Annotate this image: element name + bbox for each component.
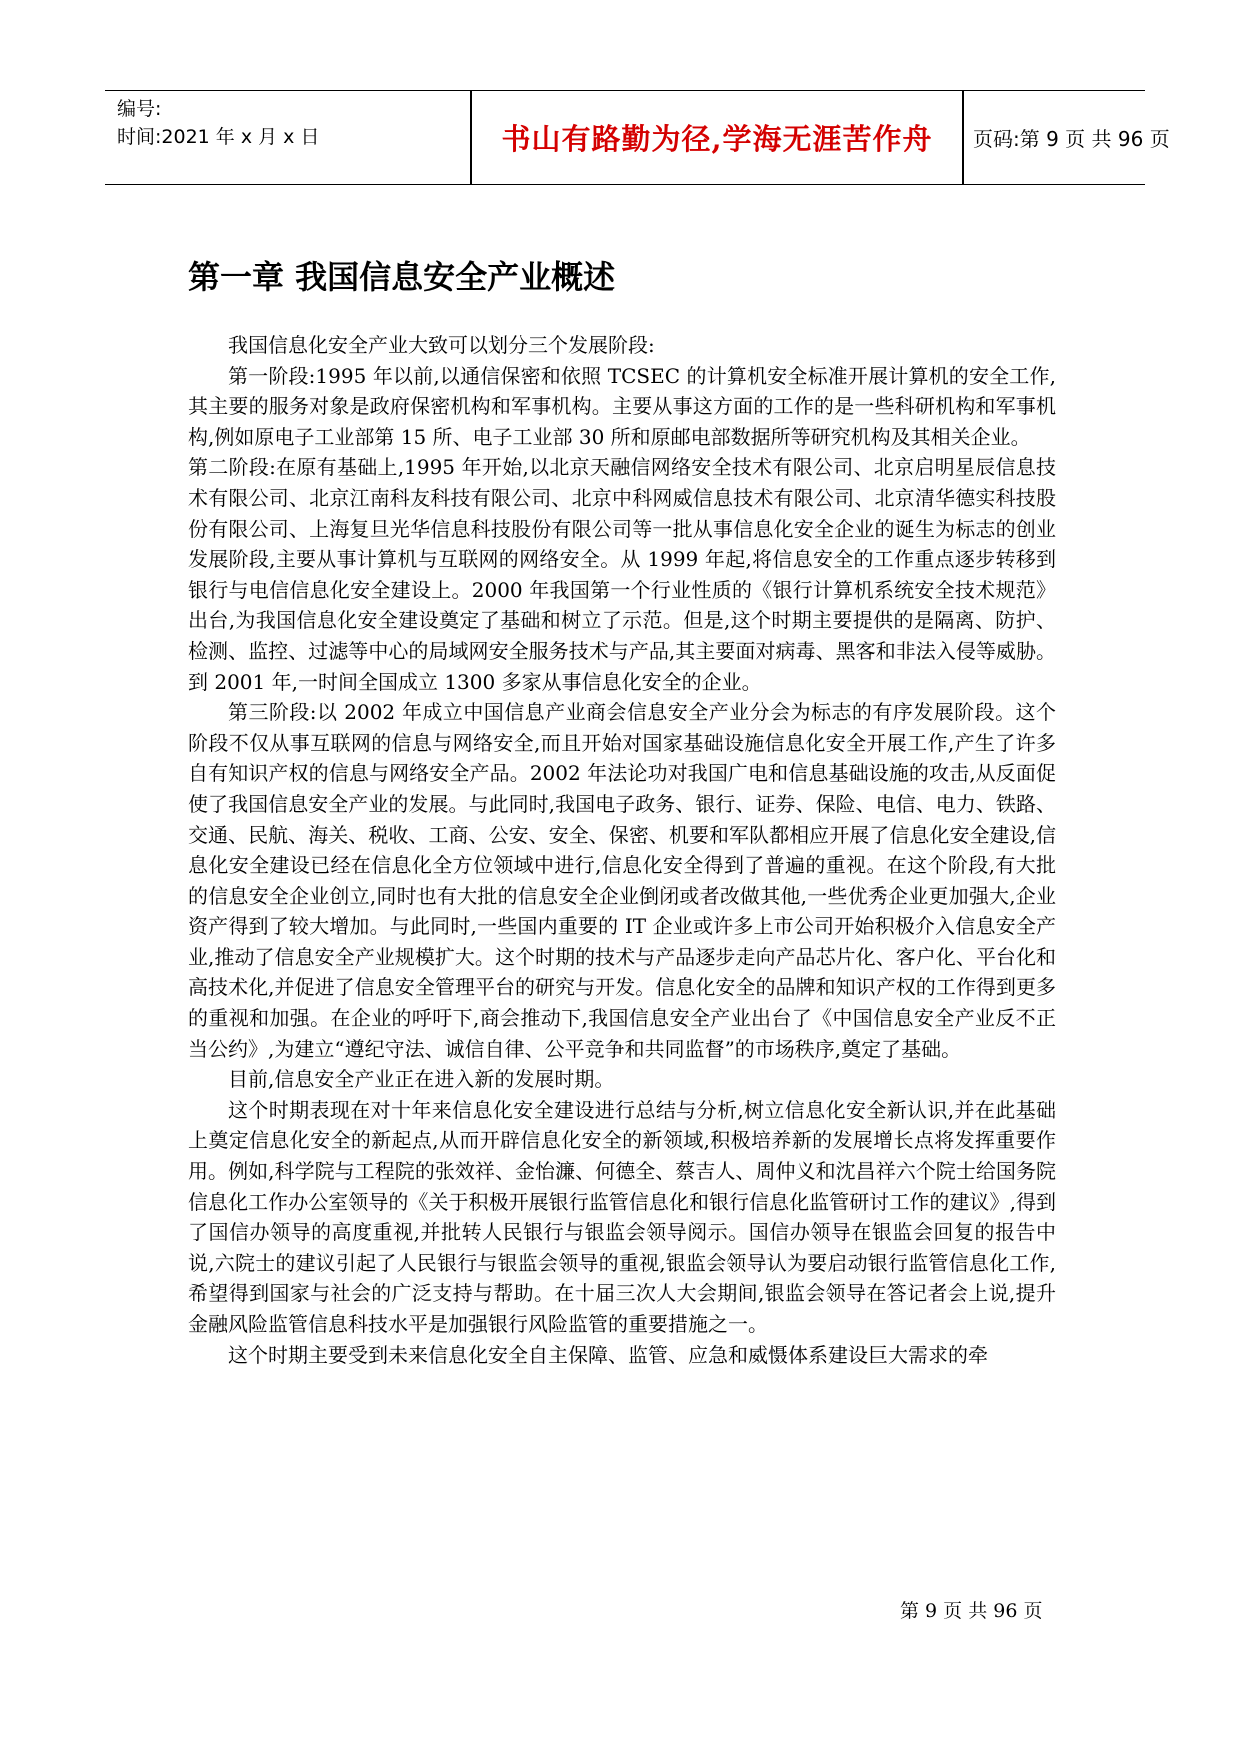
document-header xyxy=(105,90,1170,185)
time-label: 时间:2021 年 x 月 x 日 xyxy=(117,126,320,148)
paragraph-intro: 我国信息化安全产业大致可以划分三个发展阶段: xyxy=(228,333,655,357)
header-divider xyxy=(962,91,964,184)
header-meta xyxy=(117,95,462,180)
serial-number-label: 编号: xyxy=(117,98,162,120)
header-motto: 书山有路勤为径,学海无涯苦作舟 xyxy=(501,122,933,156)
paragraph-period-summary: 这个时期表现在对十年来信息化安全建设进行总结与分析,树立信息化安全新认识,并在此基础上奠定信息化安全的新起点,从而开辟信息化安全的新领域,积极培养新的发展增长点将发挥重要作用。例如,科学院与工程院的张效祥、金怡濂、何德全、蔡吉人、周仲义和沈昌祥六个院士给国务院信息化工作办公室领导的《关于积极开展银行监管信息化和银行信息化监管研讨工作的建议》,得到了国信办领导的高度重视,并批转人民银行与银监会领导阅示。国信办领导在银监会回复的报告中说,六院士的建议引起了人民银行与银监会领导的重视,银监会领导认为要启动银行监管信息化工作,希望得到国家与社会的广泛支持与帮助。在十届三次人大会期间,银监会领导在答记者会上说,提升金融风险监管信息科技水平是加强银行风险监管的重要措施之一。 xyxy=(188,1097,1056,1336)
body-text xyxy=(188,330,1056,1370)
paragraph-stage-three: 第三阶段:以 2002 年成立中国信息产业商会信息安全产业分会为标志的有序发展阶段。这个阶段不仅从事互联网的信息与网络安全,而且开始对国家基础设施信息化安全开展工作,产生了许多自有知识产权的信息与网络安全产品。2002 年法论功对我国广电和信息基础设施的攻击,从反面促使了我国信息安全产业的发展。与此同时,我国电子政务、银行、证券、保险、电信、电力、铁路、交通、民航、海关、税收、工商、公安、安全、保密、机要和军队都相应开展了信息化安全建设,信息化安全建设已经在信息化全方位领域中进行,信息化安全得到了普遍的重视。在这个阶段,有大批的信息安全企业创立,同时也有大批的信息安全企业倒闭或者改做其他,一些优秀企业更加强大,企业资产得到了较大增加。与此同时,一些国内重要的 IT 企业或许多上市公司开始积极介入信息安全产业,推动了信息安全产业规模扩大。这个时期的技术与产品逐步走向产品芯片化、客户化、平台化和高技术化,并促进了信息安全管理平台的研究与开发。信息化安全的品牌和知识产权的工作得到更多的重视和加强。在企业的呼吁下,商会推动下,我国信息安全产业出台了《中国信息安全产业反不正当公约》,为建立“遵纪守法、诚信自律、公平竞争和共同监督”的市场秩序,奠定了基础。 xyxy=(188,700,1056,1061)
chapter-title: 第一章 我国信息安全产业概述 xyxy=(188,258,616,296)
paragraph-stage-one: 第一阶段:1995 年以前,以通信保密和依照 TCSEC 的计算机安全标准开展计算机的安全工作,其主要的服务对象是政府保密机构和军事机构。主要从事这方面的工作的是一些科研机构和军事机构,例如原电子工业部第 15 所、电子工业部 30 所和原邮电部数据所等研究机构及其相关企业。 xyxy=(188,363,1056,449)
paragraph-period-demand: 这个时期主要受到未来信息化安全自主保障、监管、应急和威慑体系建设巨大需求的牵 xyxy=(228,1342,988,1367)
paragraph-stage-two: 第二阶段:在原有基础上,1995 年开始,以北京天融信网络安全技术有限公司、北京启明星辰信息技术有限公司、北京江南科友科技有限公司、北京中科网威信息技术有限公司、北京清华德实科技股份有限公司、上海复旦光华信息科技股份有限公司等一批从事信息化安全企业的诞生为标志的创业发展阶段,主要从事计算机与互联网的网络安全。从 1999 年起,将信息安全的工作重点逐步转移到银行与电信信息化安全建设上。2000 年我国第一个行业性质的《银行计算机系统安全技术规范》出台,为我国信息化安全建设奠定了基础和树立了示范。但是,这个时期主要提供的是隔离、防护、检测、监控、过滤等中心的局域网安全服务技术与产品,其主要面对病毒、黑客和非法入侵等威胁。到 2001 年,一时间全国成立 1300 多家从事信息化安全的企业。 xyxy=(188,455,1056,694)
paragraph-current: 目前,信息安全产业正在进入新的发展时期。 xyxy=(228,1067,615,1092)
header-page-number: 页码:第 9 页 共 96 页 xyxy=(973,127,1170,151)
footer-page-number: 第 9 页 共 96 页 xyxy=(900,1600,1043,1622)
